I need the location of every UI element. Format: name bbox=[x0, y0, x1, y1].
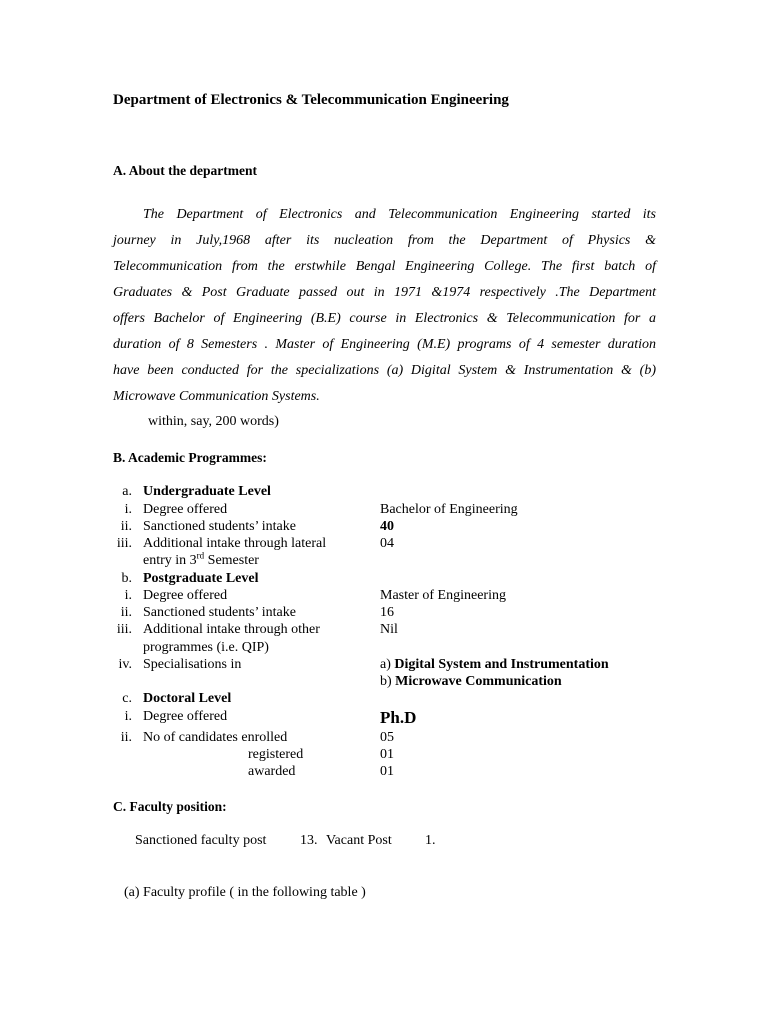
section-c-heading: C. Faculty position: bbox=[113, 799, 227, 814]
row-label: Degree offered bbox=[143, 709, 228, 724]
pg-heading: Postgraduate Level bbox=[143, 571, 259, 586]
row-value: Master of Engineering bbox=[380, 588, 506, 603]
row-number: iv. bbox=[118, 657, 132, 672]
vacant-label: Vacant Post bbox=[326, 833, 392, 848]
row-label: Additional intake through lateral bbox=[143, 536, 327, 551]
row-value: 40 bbox=[380, 519, 394, 534]
row-label-continued bbox=[143, 552, 259, 569]
page-title: Department of Electronics & Telecommunication Engineering bbox=[113, 92, 509, 108]
row-label: Degree offered bbox=[143, 588, 228, 603]
ug-heading: Undergraduate Level bbox=[143, 484, 271, 499]
paragraph-line: Telecommunication from the erstwhile Bengal Engineering College. The first batch of bbox=[113, 259, 656, 274]
paragraph-line: journey in July,1968 after its nucleation from the Department of Physics & bbox=[113, 233, 656, 248]
specialisation-name: Digital System and Instrumentation bbox=[394, 657, 609, 672]
ordinal-suffix: rd bbox=[196, 550, 205, 561]
row-number: ii. bbox=[120, 605, 132, 620]
paragraph-line: Microwave Communication Systems. bbox=[113, 389, 320, 404]
specialisation-name: Microwave Communication bbox=[395, 674, 562, 689]
row-label: No of candidates enrolled bbox=[143, 730, 288, 745]
doc-marker: c. bbox=[122, 691, 132, 706]
row-number: iii. bbox=[116, 622, 132, 637]
row-value: 01 bbox=[380, 764, 394, 779]
about-paragraph bbox=[113, 203, 656, 411]
row-number: ii. bbox=[120, 730, 132, 745]
section-b-heading: B. Academic Programmes: bbox=[113, 450, 267, 465]
label-text: Semester bbox=[204, 553, 259, 568]
row-value: Bachelor of Engineering bbox=[380, 502, 518, 517]
specialisation-b bbox=[380, 673, 562, 690]
word-limit-note: within, say, 200 words) bbox=[148, 414, 279, 429]
row-label: Additional intake through other bbox=[143, 622, 320, 637]
paragraph-line: offers Bachelor of Engineering (B.E) course in Electronics & Telecommunication for a bbox=[113, 311, 656, 326]
paragraph-line: duration of 8 Semesters . Master of Engineering (M.E) programs of 4 semester duration bbox=[113, 337, 656, 352]
sanctioned-value: 13. bbox=[300, 833, 318, 848]
row-value: Ph.D bbox=[380, 708, 417, 727]
pg-marker: b. bbox=[121, 571, 132, 586]
paragraph-line: have been conducted for the specializations (a) Digital System & Instrumentation & (b) bbox=[113, 363, 656, 378]
section-a-heading: A. About the department bbox=[113, 163, 257, 178]
row-label: Degree offered bbox=[143, 502, 228, 517]
row-number: i. bbox=[124, 588, 132, 603]
faculty-profile-note: (a) Faculty profile ( in the following table ) bbox=[124, 885, 366, 900]
row-number: i. bbox=[124, 709, 132, 724]
row-label: Sanctioned students’ intake bbox=[143, 605, 296, 620]
row-number: ii. bbox=[120, 519, 132, 534]
row-value: 04 bbox=[380, 536, 394, 551]
row-label: Specialisations in bbox=[143, 657, 242, 672]
label-text: entry in 3 bbox=[143, 553, 197, 568]
row-value: 01 bbox=[380, 747, 394, 762]
row-number: i. bbox=[124, 502, 132, 517]
ug-marker: a. bbox=[122, 484, 132, 499]
row-value: 05 bbox=[380, 730, 394, 745]
sanctioned-label: Sanctioned faculty post bbox=[135, 833, 267, 848]
row-label-continued: programmes (i.e. QIP) bbox=[143, 640, 269, 655]
row-value: 16 bbox=[380, 605, 394, 620]
row-label: Sanctioned students’ intake bbox=[143, 519, 296, 534]
row-value: Nil bbox=[380, 622, 398, 637]
list-marker: b) bbox=[380, 674, 396, 689]
list-marker: a) bbox=[380, 657, 395, 672]
paragraph-line: The Department of Electronics and Telecommunication Engineering started its bbox=[143, 207, 656, 222]
doc-heading: Doctoral Level bbox=[143, 691, 232, 706]
specialisation-a bbox=[380, 656, 609, 673]
row-number: iii. bbox=[116, 536, 132, 551]
vacant-value: 1. bbox=[425, 833, 436, 848]
row-label: awarded bbox=[248, 764, 296, 779]
paragraph-line: Graduates & Post Graduate passed out in 1971 &1974 respectively .The Department bbox=[113, 285, 656, 300]
row-label: registered bbox=[248, 747, 304, 762]
